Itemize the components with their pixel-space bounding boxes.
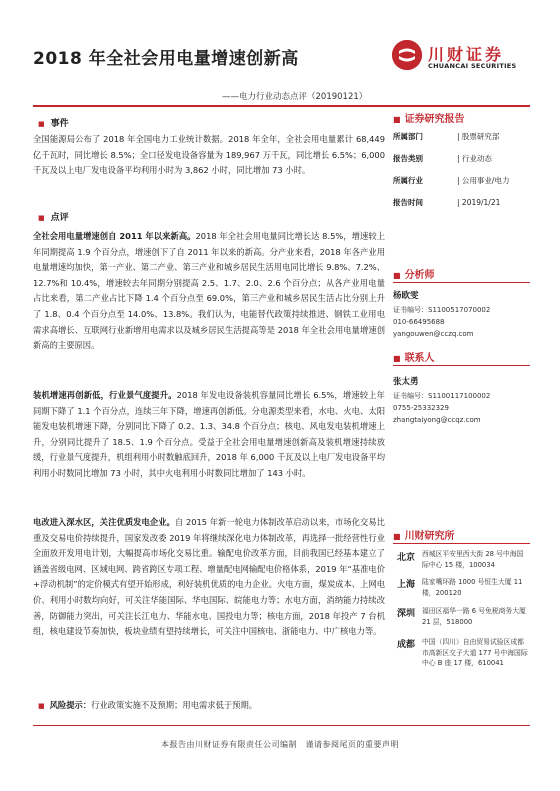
report-type-title: ■ 证券研究报告 [393,114,465,125]
section-marker-icon: ■ [393,532,401,541]
section-marker-icon: ■ [393,354,401,363]
section-marker-icon: ■ [38,120,45,128]
info-row: 所属部门 | 股票研究部 [393,132,500,141]
contact-phone: 0755-25332329 [393,404,449,412]
company-logo-icon [392,40,422,70]
contact-email[interactable]: zhangtaiyong@ccqz.com [393,416,481,424]
contact-title: ■ 联系人 [393,353,435,364]
section-marker-icon: ■ [38,214,45,222]
section-marker-icon: ■ [38,702,45,710]
contact-name: 张太勇 [393,377,419,387]
comment-paragraph-3: 电改进入深水区，关注优质发电企业。自 2015 年新一轮电力体制改革启动以来，市场化交易比重及交易电价持续提升，国家发改委 2019 年将继续深化电力体制改革，再选择一批经营性行业全面放开发用电计划，大幅提高市场化交易比重。输配电价改革方面，目前我国已经基本建立了涵盖省级电网、区域电网、跨省跨区专项工程、增量配电网输配电价格体系，2019 年“基准电价+浮动机制”的定价模式有望开始形成，利好装机优质的电力企业。火电方面，煤炭成本、上网电价、利用小时数均向好，可关注华能国际、华电国际、皖能电力等；水电方面，消纳能力持续改善，防御能力突出，可关注长江电力、华能水电、国投电力等；核电方面，2018 年投产 7 台机组，核电建设节奏加快，板块业绩有望持续增长，可关注中国核电、浙能电力、中广核电力等。 [33,517,385,637]
paragraph-lead: 装机增速再创新低，行业景气度提升。 [33,390,177,400]
comment-paragraph-1: 全社会用电量增速创自 2011 年以来新高。2018 年全社会用电量同比增长达 8.5%，增速较上年同期提高 1.9 个百分点，增速创下了自 2011 年以来的新高。分产业来看，2018 年各产业用电量增速均加快，第一产业、第二产业、第三产业和城乡居民生活用电同比增长 9.8%、7.2%、12.7%和 10.4%，增速较去年同期分别提高 2.5、1.7、2.0、2.6 个百分点；从各产业用电量占比来看，第二产业占比下降 1.4 个百分点至 69.0%，第三产业和城乡居民生活占比分别上升了 1.8、0.4 个百分点至 14.0%、13.8%。我们认为，电能替代政策持续推进、钢铁工业用电需求高增长、互联网行业新增用电需求以及城乡居民生活提高等是 2018 年全社会用电量增速创新高的主要原因。 [33,231,385,351]
footer-disclaimer: 本报告由川财证券有限责任公司编制 谨请参阅尾页的重要声明 [161,740,399,749]
analyst-email[interactable]: yangouwen@cczq.com [393,330,474,338]
header-divider [33,105,383,107]
info-row: 所属行业 | 公用事业/电力 [393,176,510,185]
office-address: 福田区福华一路 6 号免税商务大厦 21 层，518000 [422,607,526,626]
page-title: 2018 年全社会用电量增速创新高 [33,49,299,69]
analyst-name: 杨欧雯 [393,291,419,301]
event-heading: ■ 事件 [38,119,69,129]
contact-license: 证书编号：S1100117100002 [393,392,491,400]
logo-text-en: CHUANCAI SECURITIES [428,62,517,70]
sidebar-divider [393,282,530,283]
sidebar-divider [393,365,530,366]
office-city: 上海 [397,580,416,590]
event-paragraph: 全国能源局公布了 2018 年全国电力工业统计数据。2018 年全年，全社会用电量累计 68,449 亿千瓦时，同比增长 8.5%；全口径发电设备容量为 189,967 万千瓦，同比增长 6.5%；6,000 千瓦及以上电厂发电设备平均利用小时为 3,862 小时，同比增加 73 小时。 [33,134,385,176]
institute-title: ■ 川财研究所 [393,531,455,542]
analyst-license: 证书编号：S1100517070002 [393,306,491,314]
office-address: 中国（四川）自由贸易试验区成都市高新区交子大道 177 号中海国际中心 B 座 17 楼，610041 [422,638,528,667]
analyst-title: ■ 分析师 [393,270,435,281]
section-marker-icon: ■ [393,271,401,280]
paragraph-lead: 电改进入深水区，关注优质发电企业。 [33,517,175,527]
comment-heading: ■ 点评 [38,213,69,223]
office-address: 陆家嘴环路 1000 号恒生大厦 11 楼，200120 [422,578,523,597]
office-city: 北京 [397,553,416,563]
page-subtitle: ——电力行业动态点评（20190121） [222,92,368,102]
office-city: 深圳 [397,609,416,619]
info-row: 报告类别 | 行业动态 [393,154,492,163]
report-info-table [393,128,530,212]
comment-paragraph-2: 装机增速再创新低，行业景气度提升。2018 年发电设备装机容量同比增长 6.5%，增速较上年同期下降了 1.1 个百分点，连续三年下降，增速再创新低。分电源类型来看，水电、火电、太阳能发电装机增速下降，分别同比下降了 0.2、1.3、34.8 个百分点；核电、风电发电装机增速上升，分别同比提升了 18.5、1.9 个百分点。受益于全社会用电量增速创新高及装机增速持续放缓，行业景气度提升，机组利用小时数触底回升，2018 年 6,000 千瓦及以上电厂发电设备平均利用小时数同比增加 73 小时，其中火电利用小时数同比增加了 143 小时。 [33,390,385,478]
office-city: 成都 [397,640,416,650]
paragraph-lead: 全社会用电量增速创自 2011 年以来新高。 [33,231,196,241]
analyst-phone: 010-66495688 [393,318,445,326]
footer-divider [33,725,530,726]
sidebar-divider [393,543,530,544]
risk-note: ■ 风险提示：行业政策实施不及预期；用电需求低于预期。 [38,700,258,710]
office-address: 西城区平安里西大街 28 号中海国际中心 15 楼，100034 [422,550,524,569]
logo-text-cn: 川财证券 [428,45,505,64]
info-row: 报告时间 | 2019/1/21 [393,198,501,207]
header-divider-right [383,105,530,107]
section-marker-icon: ■ [393,115,401,124]
